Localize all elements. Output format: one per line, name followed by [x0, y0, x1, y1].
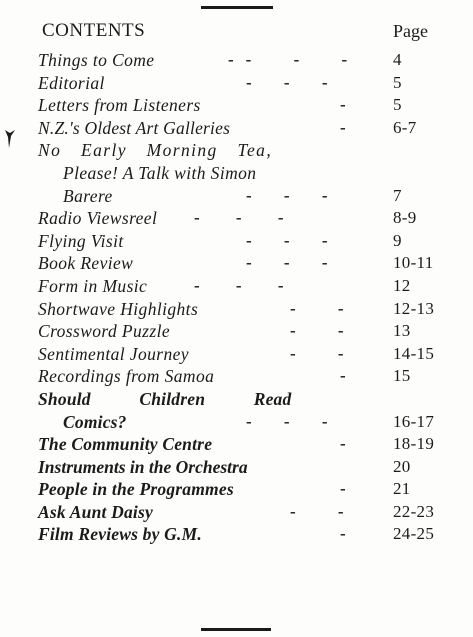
- leader-dashes: - - -: [194, 208, 284, 228]
- entry-page: 24-25: [393, 524, 435, 544]
- entry-title: Crossword Puzzle: [38, 321, 171, 342]
- toc-entry: [0, 320, 473, 343]
- toc-entry: [0, 139, 473, 207]
- entry-title-line: Comics?: [63, 411, 127, 432]
- leader-dashes: - -: [290, 501, 344, 521]
- entry-page: 15: [393, 366, 411, 386]
- toc-entry: [0, 343, 473, 366]
- entry-page: 22-23: [393, 501, 435, 521]
- leader-dashes: - -: [290, 343, 344, 363]
- entry-title-line: Please! A Talk with Simon: [63, 162, 257, 183]
- entry-title: People in the Programmes: [38, 479, 234, 500]
- leader-dashes: - - -: [246, 253, 328, 273]
- toc-entry: [0, 433, 473, 456]
- entry-title: Shortwave Highlights: [38, 298, 199, 319]
- entry-page: 16-17: [393, 411, 435, 431]
- toc-entry: [0, 230, 473, 253]
- leader-dashes: -: [340, 479, 346, 499]
- entry-page: 20: [393, 456, 411, 476]
- entry-title: Ask Aunt Daisy: [38, 501, 153, 522]
- entry-title-line: Should Children Read: [38, 388, 292, 409]
- entry-page: 12-13: [393, 298, 435, 318]
- entry-page: 13: [393, 321, 411, 341]
- toc-entry: [0, 501, 473, 524]
- leader-dashes: -: [340, 524, 346, 544]
- leader-dashes: -: [340, 95, 346, 115]
- toc-entry: [0, 388, 473, 433]
- toc-entry: [0, 207, 473, 230]
- contents-heading: CONTENTS: [42, 20, 146, 41]
- contents-list: [0, 49, 473, 546]
- entry-title: Editorial: [38, 72, 105, 93]
- leader-dashes: -- - -: [228, 50, 360, 69]
- entry-title-line: No Early Morning Tea,: [38, 140, 273, 161]
- toc-entry: [0, 298, 473, 321]
- entry-title: Radio Viewsreel: [38, 208, 158, 229]
- entry-page: 5: [393, 95, 402, 115]
- toc-entry: [0, 72, 473, 95]
- entry-title: Film Reviews by G.M.: [38, 524, 202, 545]
- entry-page: 18-19: [393, 434, 435, 454]
- entry-title: Book Review: [38, 253, 134, 274]
- entry-page: 21: [393, 479, 411, 499]
- toc-entry: [0, 94, 473, 117]
- entry-page: 12: [393, 275, 411, 295]
- leader-dashes: - - -: [246, 411, 328, 431]
- page-column-heading: Page: [393, 21, 428, 41]
- toc-entry: [0, 275, 473, 298]
- entry-title: N.Z.'s Oldest Art Galleries: [38, 117, 231, 138]
- entry-page: 7: [393, 185, 402, 205]
- entry-title: Things to Come: [38, 50, 155, 70]
- toc-entry: [0, 523, 473, 546]
- entry-title: Form in Music: [38, 275, 148, 296]
- entry-title: Instruments in the Orchestra: [38, 456, 248, 477]
- entry-page: 9: [393, 230, 402, 250]
- entry-title: Flying Visit: [38, 230, 124, 251]
- toc-entry: [0, 456, 473, 479]
- contents-header: [0, 20, 473, 46]
- entry-page: 5: [393, 72, 402, 92]
- toc-entry: [0, 252, 473, 275]
- leader-dashes: -: [340, 434, 346, 454]
- toc-entry: [0, 49, 473, 72]
- entry-page: 8-9: [393, 208, 417, 228]
- top-rule: [201, 6, 273, 9]
- bottom-rule: [201, 628, 271, 631]
- leader-dashes: -: [340, 117, 346, 137]
- toc-entry: [0, 117, 473, 140]
- leader-dashes: - - -: [246, 72, 328, 92]
- entry-title: Recordings from Samoa: [38, 366, 215, 387]
- entry-title: Letters from Listeners: [38, 95, 201, 116]
- toc-entry: [0, 365, 473, 388]
- leader-dashes: - - -: [246, 230, 328, 250]
- entry-title-line: Barere: [63, 185, 113, 206]
- leader-dashes: - - -: [246, 185, 328, 205]
- entry-page: 6-7: [393, 117, 417, 137]
- toc-entry: [0, 478, 473, 501]
- leader-dashes: - -: [290, 298, 344, 318]
- entry-page: 10-11: [393, 253, 434, 273]
- leader-dashes: - -: [290, 321, 344, 341]
- entry-page: 14-15: [393, 343, 435, 363]
- leader-dashes: - - -: [194, 275, 284, 295]
- leader-dashes: -: [340, 366, 346, 386]
- entry-page: 4: [393, 50, 402, 69]
- entry-title: Sentimental Journey: [38, 343, 189, 364]
- entry-title: The Community Centre: [38, 434, 213, 455]
